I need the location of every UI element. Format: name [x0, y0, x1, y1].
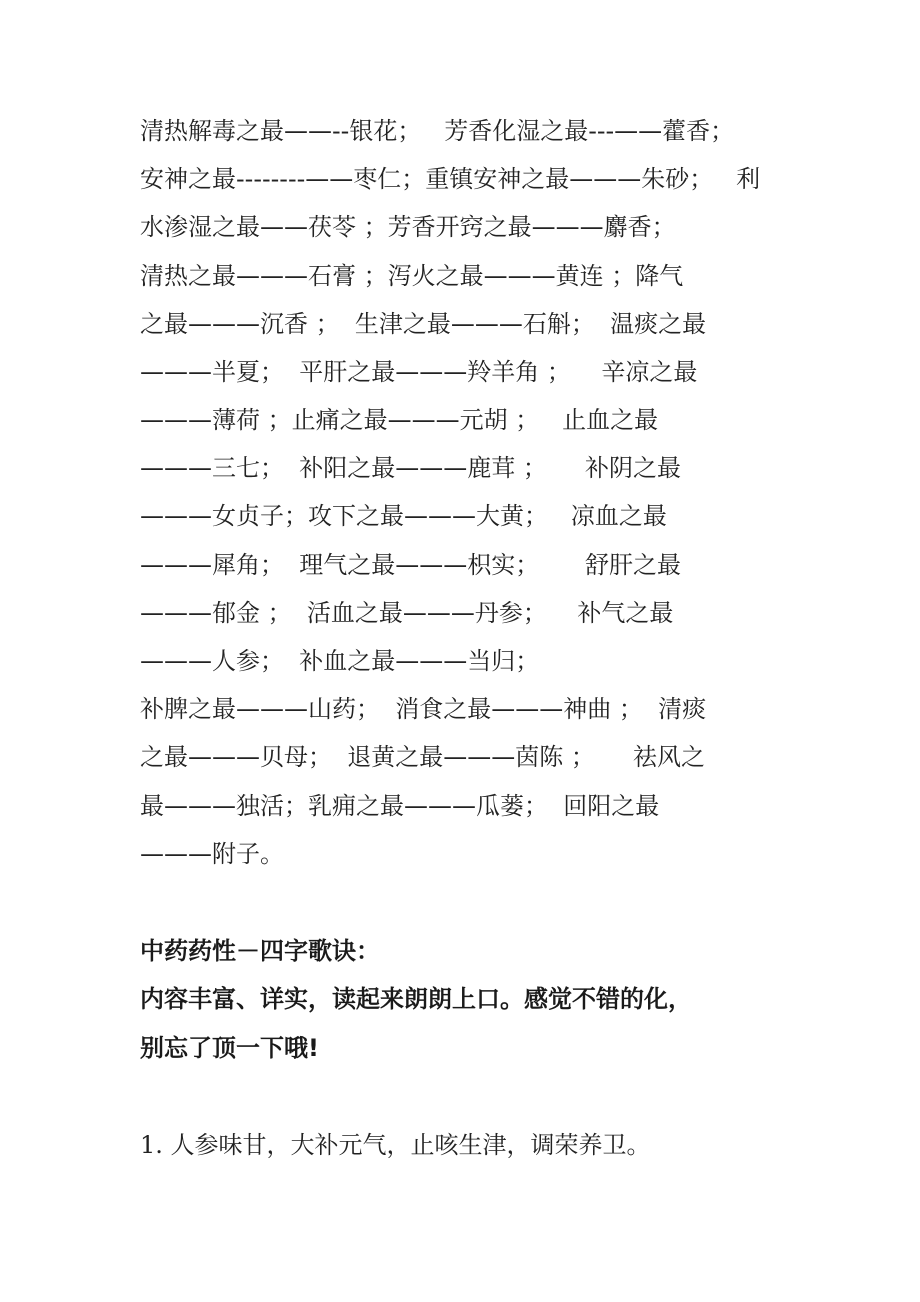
text-line-7: ———薄荷 ；止痛之最———元胡 ； 止血之最	[140, 406, 659, 434]
text-line-9: ———女贞子；攻下之最———大黄； 凉血之最	[140, 502, 667, 530]
text-line-6: ———半夏； 平肝之最———羚羊角 ； 辛凉之最	[140, 358, 698, 386]
text-line-8: ———三七； 补阳之最———鹿茸 ； 补阴之最	[140, 454, 682, 482]
text-line-2: 安神之最--------——枣仁；重镇安神之最———朱砂； 利	[140, 165, 761, 193]
text-line-10: ———犀角； 理气之最———枳实； 舒肝之最	[140, 551, 682, 579]
intro-line-1: 内容丰富、详实，读起来朗朗上口。感觉不错的化，	[140, 985, 692, 1013]
intro-line-2: 别忘了顶一下哦!	[140, 1034, 319, 1062]
verse-1: 1. 人参味甘，大补元气，止咳生津，调荣养卫。	[140, 1131, 651, 1159]
text-line-13: 补脾之最———山药； 消食之最———神曲 ； 清痰	[140, 695, 707, 723]
text-line-16: ———附子。	[140, 840, 284, 868]
text-line-15: 最———独活；乳痈之最———瓜蒌； 回阳之最	[140, 792, 660, 820]
section-heading: 中药药性－四字歌诀：	[140, 937, 380, 965]
text-line-4: 清热之最———石膏 ；泻火之最———黄连 ；降气	[140, 262, 684, 290]
text-line-3: 水渗湿之最——茯苓 ；芳香开窍之最———麝香；	[140, 213, 676, 241]
text-line-1: 清热解毒之最——--银花； 芳香化湿之最---——藿香；	[140, 117, 735, 145]
text-line-5: 之最———沉香 ； 生津之最———石斛； 温痰之最	[140, 310, 707, 338]
text-line-11: ———郁金 ； 活血之最———丹参； 补气之最	[140, 599, 674, 627]
text-line-12: ———人参； 补血之最———当归；	[140, 647, 540, 675]
text-line-14: 之最———贝母； 退黄之最———茵陈 ； 祛风之	[140, 743, 706, 771]
